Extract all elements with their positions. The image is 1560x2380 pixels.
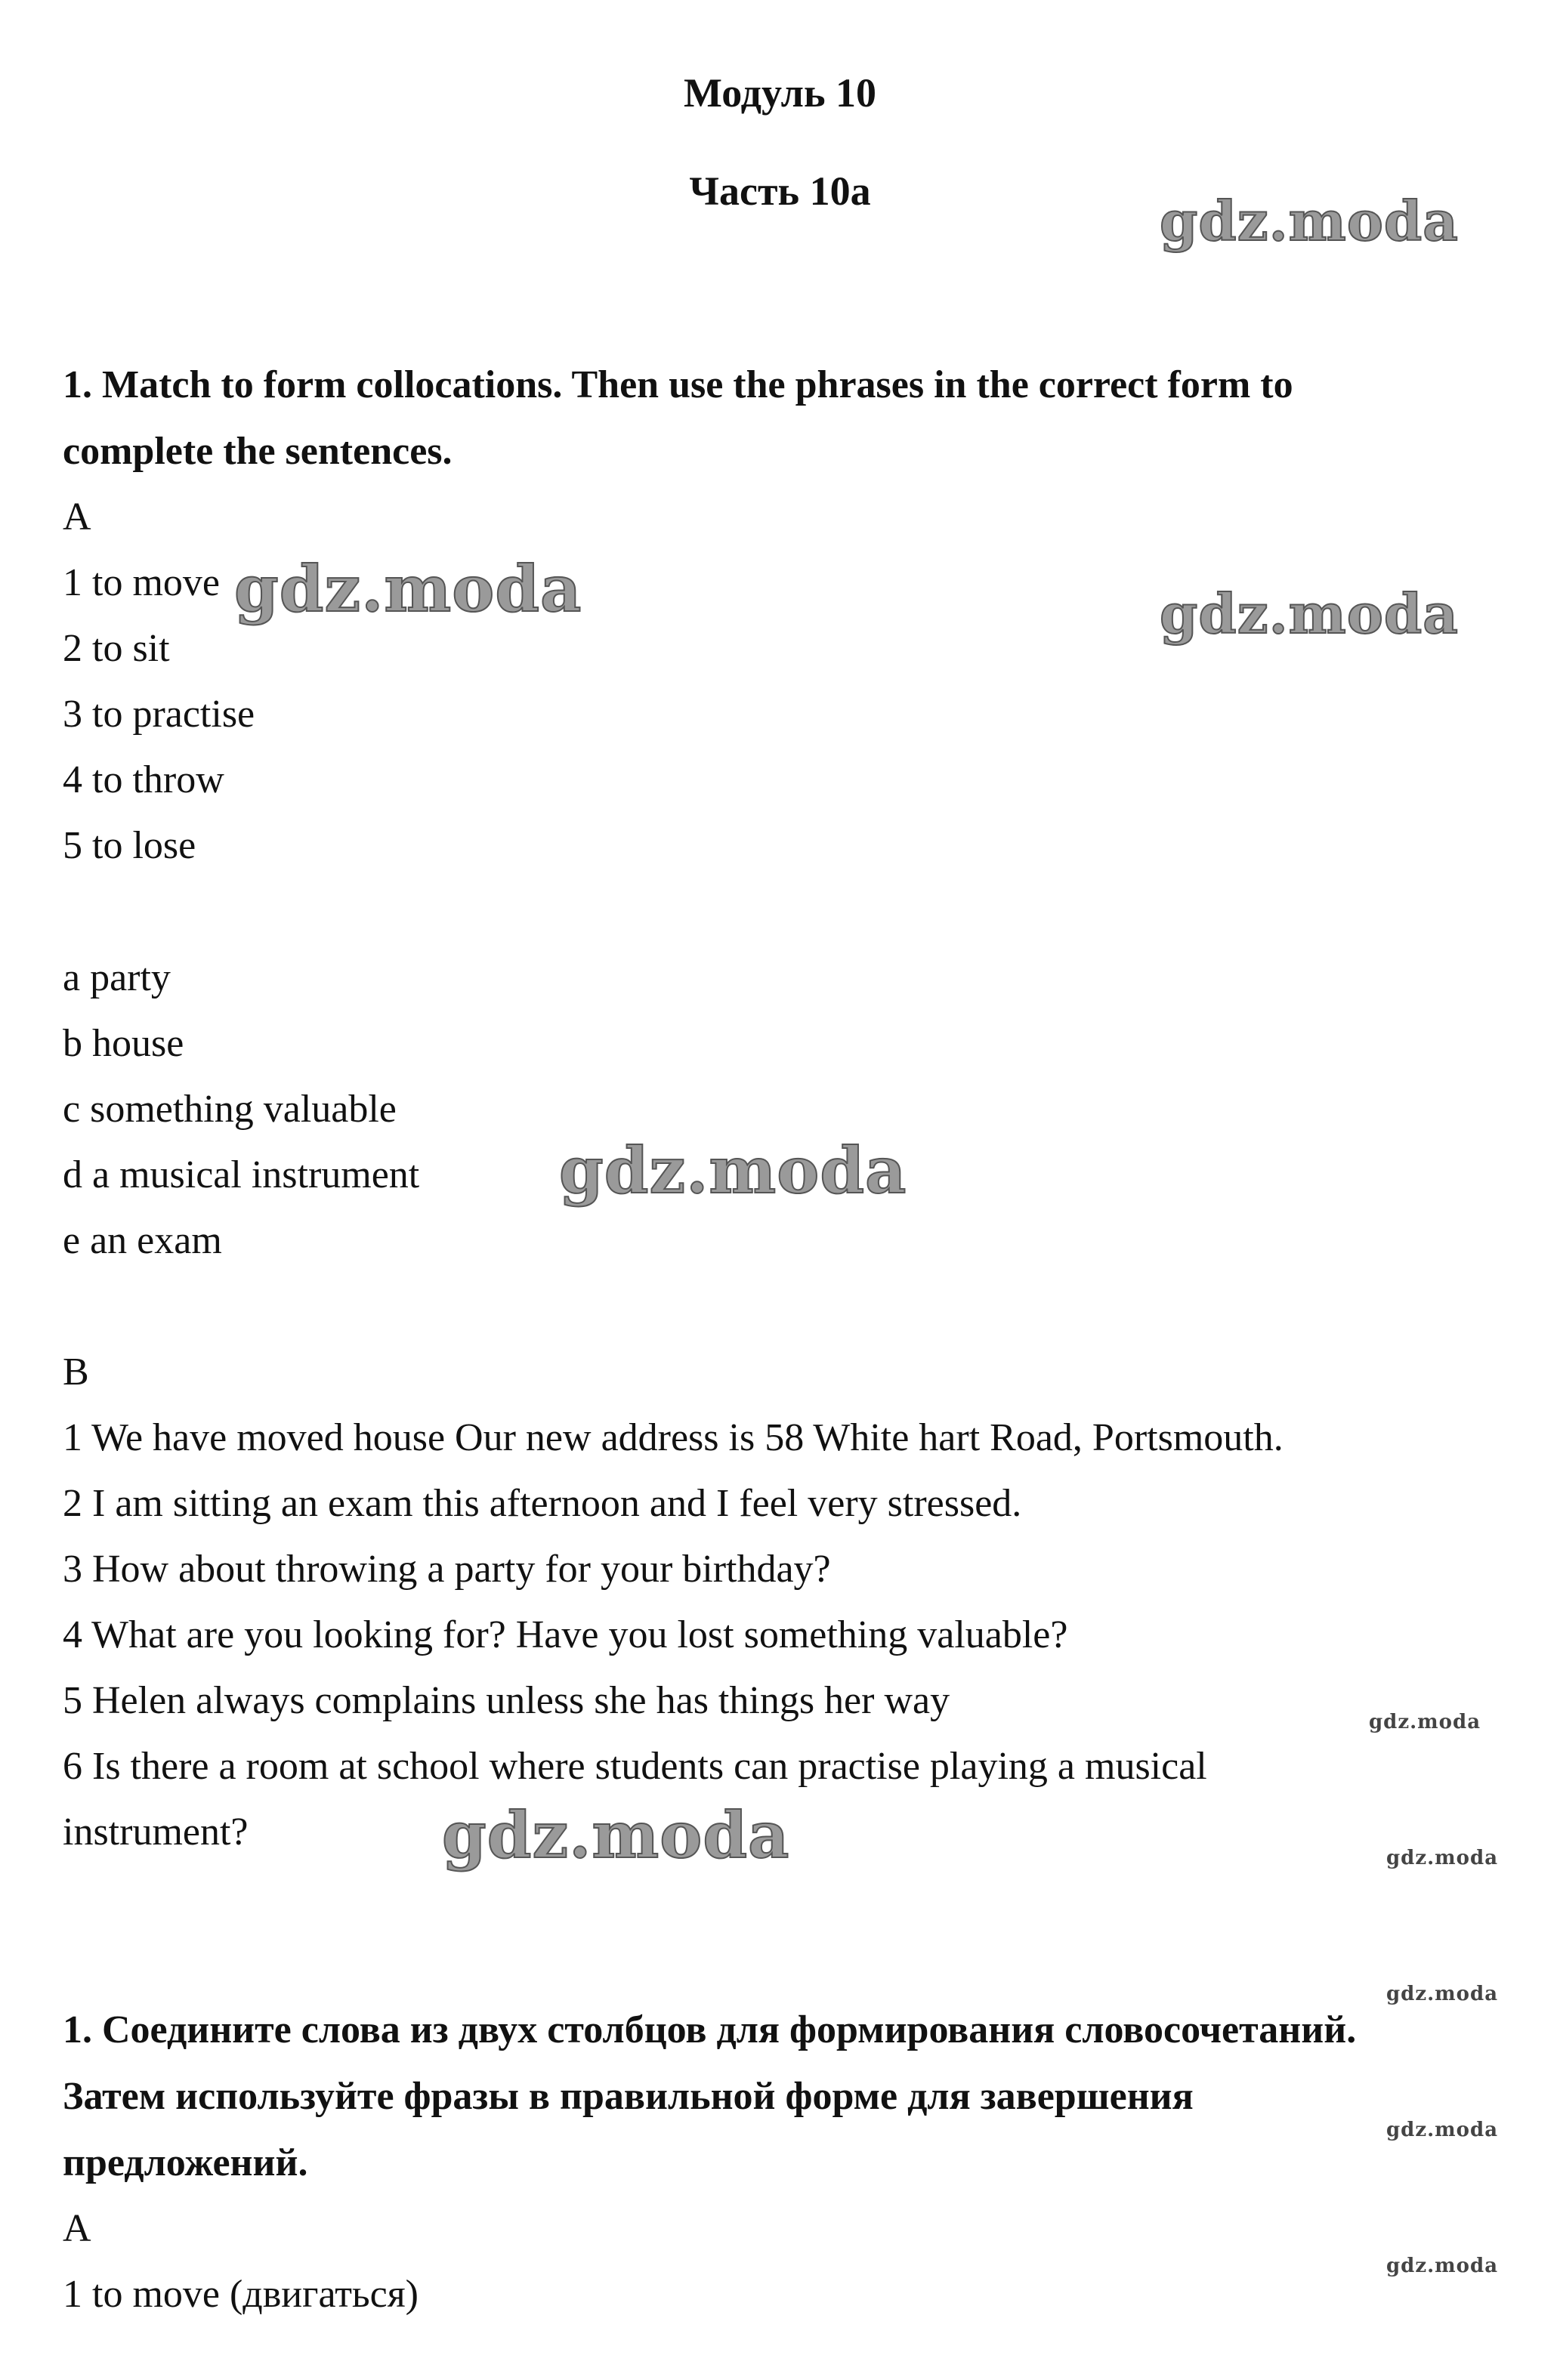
- noun-item: e an exam: [63, 1219, 222, 1262]
- task-title-ru-line3: предложений.: [63, 2141, 308, 2184]
- watermark-logo: gdz.moda: [1160, 189, 1459, 253]
- noun-item: a party: [63, 956, 171, 999]
- noun-item: c something valuable: [63, 1088, 397, 1131]
- sentence-item-continuation: instrument?: [63, 1810, 249, 1854]
- sentence-item: 3 How about throwing a party for your birthday?: [63, 1548, 831, 1591]
- sentence-item: 6 Is there a room at school where students can practise playing a musical: [63, 1745, 1207, 1788]
- verb-item: 3 to practise: [63, 693, 255, 736]
- task-title-ru-line1: 1. Соедините слова из двух столбцов для формирования словосочетаний.: [63, 2008, 1357, 2051]
- watermark-logo: gdz.moda: [442, 1798, 790, 1872]
- watermark-logo: gdz.moda: [234, 551, 582, 626]
- watermark-small: gdz.moda: [1386, 2255, 1499, 2277]
- section-b-label: B: [63, 1351, 89, 1394]
- section-a-label-ru: A: [63, 2207, 91, 2250]
- verb-item: 1 to move: [63, 561, 220, 604]
- section-a-label: A: [63, 495, 91, 539]
- module-heading: Модуль 10: [683, 70, 877, 116]
- watermark-logo: gdz.moda: [1160, 582, 1459, 646]
- task-title-en-line1: 1. Match to form collocations. Then use the phrases in the correct form to: [63, 363, 1293, 406]
- verb-item: 5 to lose: [63, 824, 196, 867]
- part-heading: Часть 10a: [689, 168, 871, 214]
- watermark-small: gdz.moda: [1386, 1847, 1499, 1869]
- sentence-item: 5 Helen always complains unless she has things her way: [63, 1679, 950, 1722]
- noun-item: b house: [63, 1022, 184, 1065]
- watermark-small: gdz.moda: [1386, 2119, 1499, 2141]
- verb-item: 4 to throw: [63, 758, 224, 801]
- task-title-ru-line2: Затем используйте фразы в правильной форме для завершения: [63, 2075, 1194, 2118]
- watermark-small: gdz.moda: [1369, 1711, 1481, 1733]
- watermark-logo: gdz.moda: [559, 1133, 907, 1208]
- sentence-item: 2 I am sitting an exam this afternoon and I feel very stressed.: [63, 1482, 1022, 1525]
- verb-item: 2 to sit: [63, 627, 170, 670]
- task-title-en-line2: complete the sentences.: [63, 430, 453, 473]
- noun-item: d a musical instrument: [63, 1153, 420, 1196]
- sentence-item: 4 What are you looking for? Have you lost something valuable?: [63, 1613, 1068, 1656]
- watermark-small: gdz.moda: [1386, 1983, 1499, 2005]
- sentence-item: 1 We have moved house Our new address is 58 White hart Road, Portsmouth.: [63, 1416, 1284, 1459]
- verb-item-ru: 1 to move (двигаться): [63, 2273, 419, 2316]
